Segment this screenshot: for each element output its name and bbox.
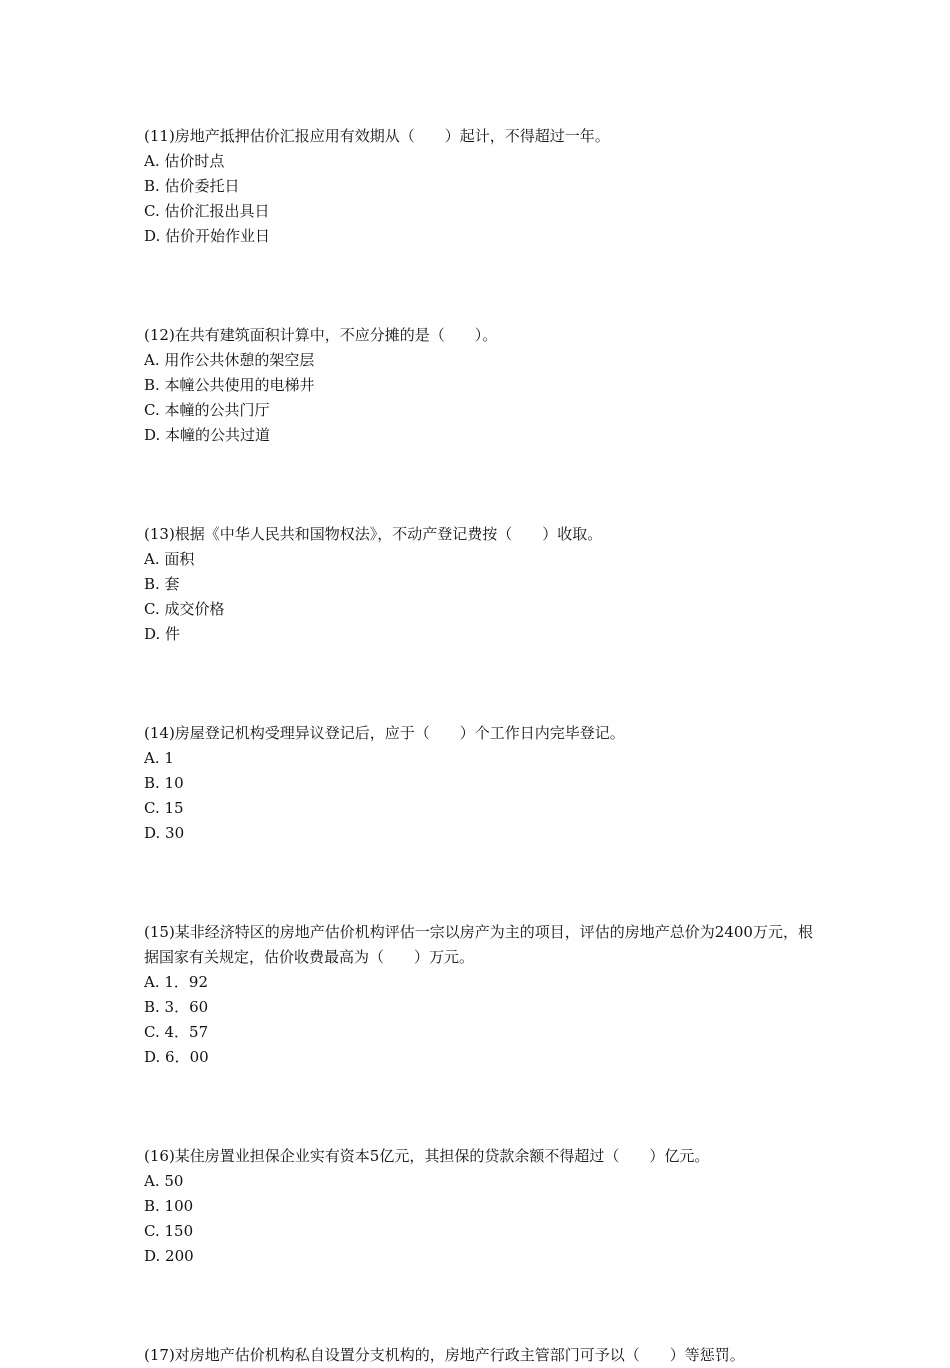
document-page	[144, 124, 824, 1368]
option-c: C. 估价汇报出具日	[144, 202, 270, 220]
question-stem: (13)根据《中华人民共和国物权法》，不动产登记费按（ ）收取。	[144, 525, 603, 543]
question-stem: (14)房屋登记机构受理异议登记后，应于（ ）个工作日内完毕登记。	[144, 724, 625, 742]
option-a: A. 用作公共休憩的架空层	[144, 351, 315, 369]
spacer	[144, 249, 824, 323]
option-b: B. 100	[144, 1197, 194, 1215]
question-13	[144, 522, 824, 647]
question-12	[144, 323, 824, 448]
option-d: D. 6．00	[144, 1048, 209, 1066]
option-d: D. 30	[144, 824, 185, 842]
question-15	[144, 920, 824, 1070]
option-a: A. 50	[144, 1172, 184, 1190]
question-stem: (15)某非经济特区的房地产估价机构评估一宗以房产为主的项目，评估的房地产总价为2400万元，根据国家有关规定，估价收费最高为（ ）万元。	[144, 923, 813, 966]
option-c: C. 150	[144, 1222, 194, 1240]
option-d: D. 200	[144, 1247, 194, 1265]
question-17	[144, 1343, 824, 1368]
question-14	[144, 721, 824, 846]
option-d: D. 件	[144, 625, 181, 643]
spacer	[144, 647, 824, 721]
question-stem: (17)对房地产估价机构私自设置分支机构的，房地产行政主管部门可予以（ ）等惩罚。	[144, 1346, 745, 1364]
option-d: D. 本幢的公共过道	[144, 426, 271, 444]
option-c: C. 15	[144, 799, 184, 817]
option-b: B. 套	[144, 575, 180, 593]
question-16	[144, 1144, 824, 1269]
question-stem: (11)房地产抵押估价汇报应用有效期从（ ）起计，不得超过一年。	[144, 127, 610, 145]
option-a: A. 1	[144, 749, 174, 767]
spacer	[144, 1269, 824, 1343]
option-c: C. 4．57	[144, 1023, 209, 1041]
spacer	[144, 1070, 824, 1144]
spacer	[144, 448, 824, 522]
option-a: A. 1．92	[144, 973, 208, 991]
option-d: D. 估价开始作业日	[144, 227, 271, 245]
option-a: A. 估价时点	[144, 152, 225, 170]
option-a: A. 面积	[144, 550, 195, 568]
question-11	[144, 124, 824, 249]
option-b: B. 3．60	[144, 998, 209, 1016]
option-c: C. 本幢的公共门厅	[144, 401, 270, 419]
question-stem: (16)某住房置业担保企业实有资本5亿元，其担保的贷款余额不得超过（ ）亿元。	[144, 1147, 710, 1165]
spacer	[144, 846, 824, 920]
option-b: B. 10	[144, 774, 184, 792]
question-stem: (12)在共有建筑面积计算中，不应分摊的是（ ）。	[144, 326, 498, 344]
option-b: B. 本幢公共使用的电梯井	[144, 376, 315, 394]
option-b: B. 估价委托日	[144, 177, 240, 195]
option-c: C. 成交价格	[144, 600, 225, 618]
